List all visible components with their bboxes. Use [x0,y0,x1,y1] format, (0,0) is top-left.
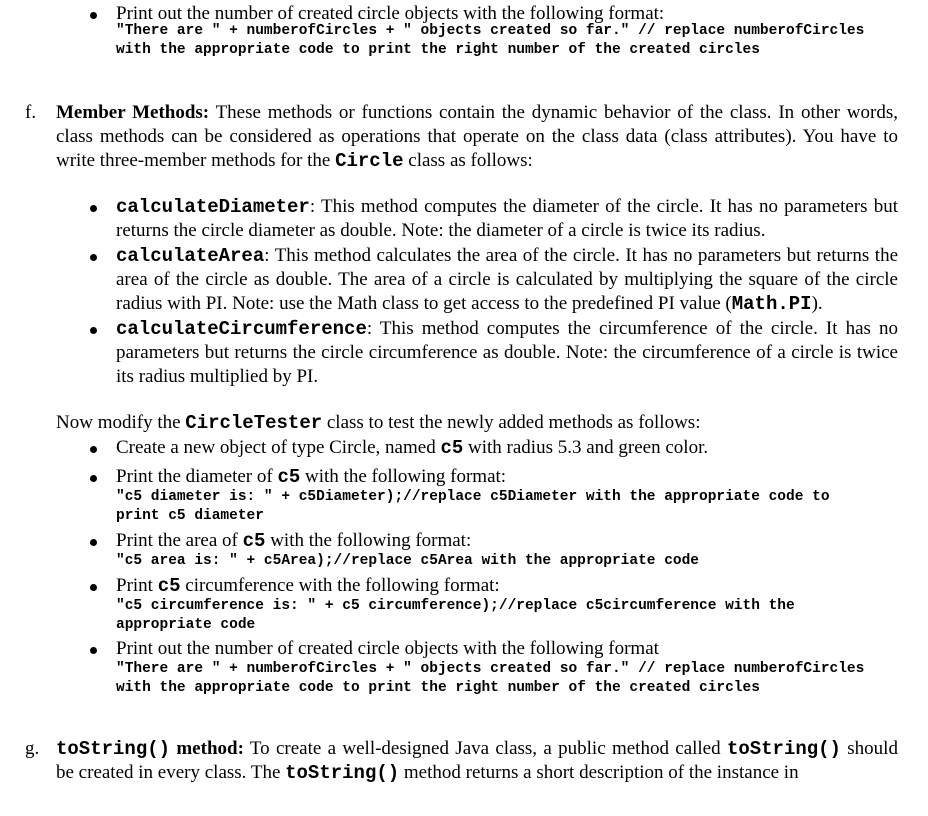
bullet-icon [90,475,97,482]
top-bullet-text: Print out the number of created circle objects with the following format: [116,3,665,24]
section-g-intro [56,737,898,785]
section-f-letter: f. [25,102,37,123]
test-text-end: circumference with the following format: [180,575,500,596]
bullet-icon [90,539,97,546]
section-f-heading: Member Methods: [56,102,210,123]
bullet-icon [90,647,97,654]
modify-text-end: class to test the newly added methods as follows: [322,412,701,433]
section-g-text: To create a well-designed Java class, a public method called [243,738,727,759]
tostring-code: toString() [726,738,841,760]
method-description: : This method calculates the area of the circle. It has no parameters but returns the area of the circle as double. The area of a circle is calculated by multiplying the square of the circle radius with PI. Note: use the Math class to get access to the predefined PI value ( [116,245,898,314]
test-text: Print out the number of created circle objects with the following format [116,638,659,659]
object-code: c5 [440,437,464,459]
class-name-code: Circle [335,150,404,172]
diameter-code-snippet: "c5 diameter is: " + c5Diameter);//replace c5Diameter with the appropriate code to print c5 diameter [116,489,830,524]
area-code-snippet: "c5 area is: " + c5Area);//replace c5Area with the appropriate code [116,553,699,569]
modify-text: Now modify the [56,412,186,433]
test-item-create [116,436,898,460]
top-code-snippet: "There are " + numberofCircles + " objects created so far." // replace numberofCircles with the appropriate code to print the right number of the created circles [116,23,865,58]
tostring-heading-code: toString() [56,738,171,760]
bullet-icon [90,205,97,212]
section-f-intro [56,101,898,173]
method-description: : This method computes the diameter of the circle. It has no parameters but returns the circle diameter as double. Note: the diameter of a circle is twice its radius. [116,196,898,241]
math-pi-code: Math.PI [731,293,812,315]
section-g-text: should be created in every class. The [56,738,898,783]
method-name: calculateArea [116,245,265,267]
tester-class-code: CircleTester [185,412,323,434]
method-description-tail: ). [811,293,823,314]
object-code: c5 [157,575,181,597]
test-item-area [116,529,898,553]
method-item-diameter [116,195,898,243]
test-item-diameter [116,465,898,489]
test-item-circumference [116,574,898,598]
method-name: calculateDiameter [116,196,310,218]
object-code: c5 [277,466,301,488]
modify-tester-line [56,411,898,435]
method-item-circumference [116,317,898,389]
test-text: Print [116,575,158,596]
bullet-icon [90,584,97,591]
test-item-count [116,637,898,661]
test-text-end: with radius 5.3 and green color. [463,437,709,458]
test-text: Print the area of [116,530,243,551]
section-f-intro-end: class as follows: [403,150,533,171]
circumference-code-snippet: "c5 circumference is: " + c5 circumference);//replace c5circumference with the appropriate code [116,598,795,633]
bullet-icon [90,446,97,453]
test-text-end: with the following format: [300,466,507,487]
test-text: Create a new object of type Circle, named [116,437,441,458]
test-text: Print the diameter of [116,466,278,487]
method-item-area [116,244,898,316]
method-name: calculateCircumference [116,318,367,340]
section-g-letter: g. [25,738,40,759]
section-g-heading: method: [170,738,244,759]
count-code-snippet: "There are " + numberofCircles + " objects created so far." // replace numberofCircles with the appropriate code to print the right number of the created circles [116,661,865,696]
bullet-icon [90,12,97,19]
bullet-icon [90,254,97,261]
section-f-intro-text: These methods or functions contain the dynamic behavior of the class. In other words, class methods can be considered as operations that operate on the class data (class attributes). You have to write three-member methods for the [56,102,898,171]
section-g-text: method returns a short description of the instance in [399,762,799,783]
test-text-end: with the following format: [265,530,472,551]
method-description: : This method computes the circumference of the circle. It has no parameters but returns the circle circumference as double. Note: the circumference of a circle is twice its radius multiplied by PI. [116,318,898,387]
tostring-code: toString() [285,762,400,784]
bullet-icon [90,327,97,334]
object-code: c5 [242,530,266,552]
